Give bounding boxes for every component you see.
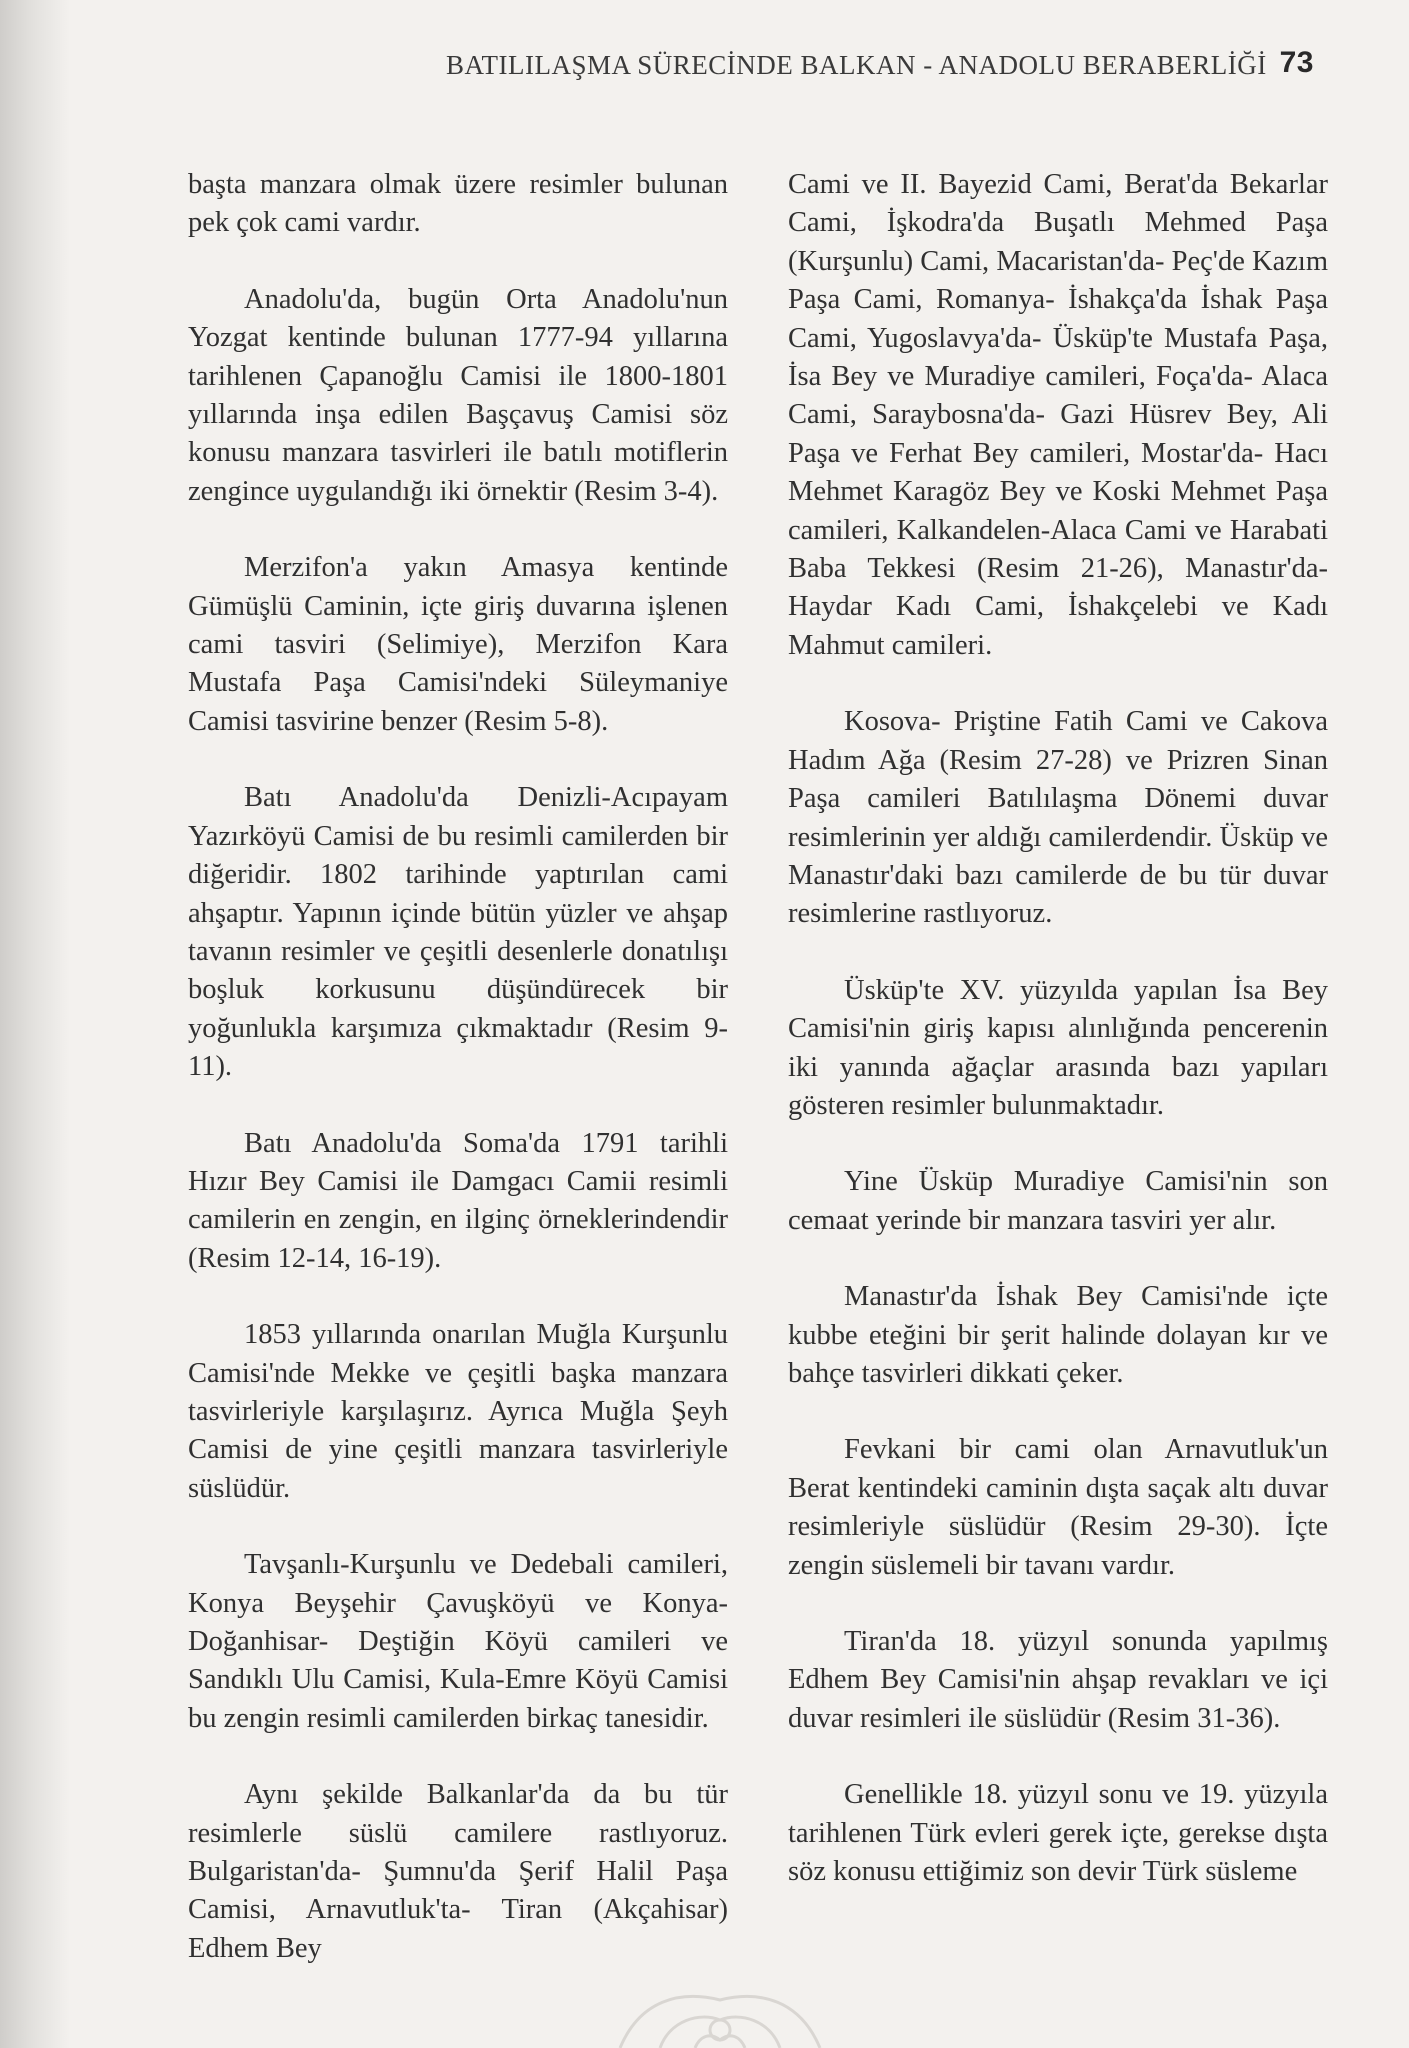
decorative-ornament-icon xyxy=(600,1960,840,2048)
paragraph: Anadolu'da, bugün Orta Anadolu'nun Yozgat kentinde bulunan 1777-94 yıllarına tarihlenen Çapanoğlu Camisi ile 1800-1801 yıllarında inşa edilen Başçavuş Camisi söz konusu manzara tasvirleri ile batılı motiflerin zengince uygulandığı iki örnektir (Resim 3-4). xyxy=(188,283,728,507)
paragraph: Tiran'da 18. yüzyıl sonunda yapılmış Edhem Bey Camisi'nin ahşap revakları ve içi duvar resimleri ile süslüdür (Resim 31-36). xyxy=(788,1626,1328,1734)
right-column xyxy=(788,166,1328,1929)
paragraph: Manastır'da İshak Bey Camisi'nde içte kubbe eteğini bir şerit halinde dolayan kır ve bahçe tasvirleri dikkati çeker. xyxy=(788,1281,1328,1389)
running-header xyxy=(446,46,1326,86)
paragraph: Fevkani bir cami olan Arnavutluk'un Berat kentindeki caminin dışta saçak altı duvar resimleriyle süslüdür (Resim 29-30). İçte zengin süslemeli bir tavanı vardır. xyxy=(788,1434,1328,1581)
left-column xyxy=(188,166,728,2006)
paragraph: başta manzara olmak üzere resimler bulunan pek çok cami vardır. xyxy=(188,169,728,239)
paragraph: Üsküp'te XV. yüzyılda yapılan İsa Bey Camisi'nin giriş kapısı alınlığında pencerenin iki yanında ağaçlar arasında bazı yapıları gösteren resimler bulunmaktadır. xyxy=(788,974,1328,1121)
page-number: 73 xyxy=(1279,46,1314,79)
page-binding-shadow xyxy=(0,0,70,2048)
paragraph: Aynı şekilde Balkanlar'da da bu tür resimlerle süslü camilere rastlıyoruz. Bulgaristan'da- Şumnu'da Şerif Halil Paşa Camisi, Arnavutluk'ta- Tiran (Akçahisar) Edhem Bey xyxy=(188,1779,728,1964)
paragraph: 1853 yıllarında onarılan Muğla Kurşunlu Camisi'nde Mekke ve çeşitli başka manzara tasvirleriyle karşılaşırız. Ayrıca Muğla Şeyh Camisi de yine çeşitli manzara tasvirleriyle süslüdür. xyxy=(188,1319,728,1504)
paragraph: Yine Üsküp Muradiye Camisi'nin son cemaat yerinde bir manzara tasviri yer alır. xyxy=(788,1166,1328,1236)
paragraph: Tavşanlı-Kurşunlu ve Dedebali camileri, Konya Beyşehir Çavuşköyü ve Konya- Doğanhisar- Deştiğin Köyü camileri ve Sandıklı Ulu Camisi, Kula-Emre Köyü Camisi bu zengin resimli camilerden birkaç tanesidir. xyxy=(188,1549,728,1734)
paragraph: Batı Anadolu'da Denizli-Acıpayam Yazırköyü Camisi de bu resimli camilerden bir diğeridir. 1802 tarihinde yaptırılan cami ahşaptır. Yapının içinde bütün yüzler ve ahşap tavanın resimler ve çeşitli desenlerle donatılışı boşluk korkusunu düşündürecek bir yoğunlukla karşımıza çıkmaktadır (Resim 9-11). xyxy=(188,782,728,1083)
paragraph: Merzifon'a yakın Amasya kentinde Gümüşlü Caminin, içte giriş duvarına işlenen cami tasviri (Selimiye), Merzifon Kara Mustafa Paşa Camisi'ndeki Süleymaniye Camisi tasvirine benzer (Resim 5-8). xyxy=(188,552,728,737)
paragraph: Cami ve II. Bayezid Cami, Berat'da Bekarlar Cami, İşkodra'da Buşatlı Mehmed Paşa (Kurşunlu) Cami, Macaristan'da- Peç'de Kazım Paşa Cami, Romanya- İshakça'da İshak Paşa Cami, Yugoslavya'da- Üsküp'te Mustafa Paşa, İsa Bey ve Muradiye camileri, Foça'da- Alaca Cami, Saraybosna'da- Gazi Hüsrev Bey, Ali Paşa ve Ferhat Bey camileri, Mostar'da- Hacı Mehmet Karagöz Bey ve Koski Mehmet Paşa camileri, Kalkandelen-Alaca Cami ve Harabati Baba Tekkesi (Resim 21-26), Manastır'da- Haydar Kadı Cami, İshakçelebi ve Kadı Mahmut camileri. xyxy=(788,169,1328,661)
paragraph: Batı Anadolu'da Soma'da 1791 tarihli Hızır Bey Camisi ile Damgacı Camii resimli camilerin en zengin, en ilginç örneklerindendir (Resim 12-14, 16-19). xyxy=(188,1127,728,1274)
paragraph: Genellikle 18. yüzyıl sonu ve 19. yüzyıla tarihlenen Türk evleri gerek içte, gerekse dışta söz konusu ettiğimiz son devir Türk süsleme xyxy=(788,1779,1328,1888)
paragraph: Kosova- Priştine Fatih Cami ve Cakova Hadım Ağa (Resim 27-28) ve Prizren Sinan Paşa camileri Batılılaşma Dönemi duvar resimlerinin yer aldığı camilerdendir. Üsküp ve Manastır'daki bazı camilerde de bu tür duvar resimlerine rastlıyoruz. xyxy=(788,706,1328,930)
running-title: BATILILAŞMA SÜRECİNDE BALKAN - ANADOLU BERABERLİĞİ xyxy=(446,50,1267,80)
